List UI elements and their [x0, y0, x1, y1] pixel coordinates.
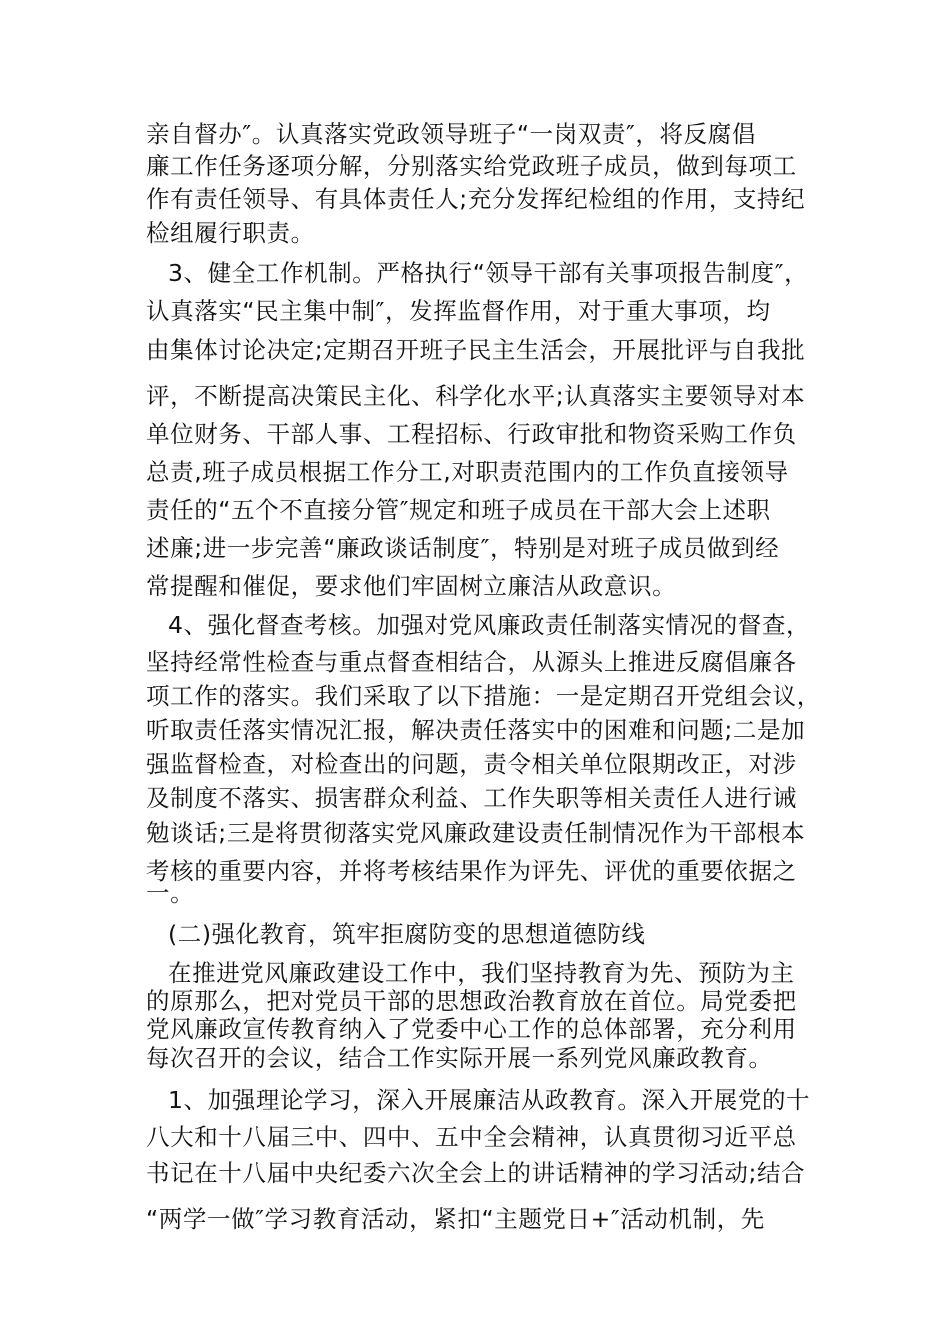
- text-line: 3、健全工作机制。严格执行“领导干部有关事项报告制度″，: [168, 259, 809, 287]
- text-line: 书记在十八届中央纪委六次全会上的讲话精神的学习活动;结合: [146, 1159, 806, 1187]
- text-line: 勉谈话;三是将贯彻落实党风廉政建设责任制情况作为干部根本: [146, 819, 806, 847]
- text-line: 责任的“五个不直接分管″规定和班子成员在干部大会上述职: [146, 496, 771, 524]
- text-line: 项工作的落实。我们采取了以下措施：一是定期召开党组会议，: [146, 682, 821, 710]
- text-line: 评，不断提高决策民主化、科学化水平;认真落实主要领导对本: [146, 382, 806, 410]
- text-line: 八大和十八届三中、四中、五中全会精神，认真贯彻习近平总: [146, 1123, 797, 1151]
- text-line: 检组履行职责。: [146, 219, 315, 247]
- text-line: 作有责任领导、有具体责任人;充分发挥纪检组的作用，支持纪: [146, 185, 806, 213]
- text-line: 在推进党风廉政建设工作中，我们坚持教育为先、预防为主: [168, 959, 795, 987]
- text-line: 4、强化督查考核。加强对党风廉政责任制落实情况的督查，: [168, 611, 811, 639]
- text-line: 认真落实“民主集中制″，发挥监督作用，对于重大事项，均: [146, 297, 771, 325]
- text-line: 常提醒和催促，要求他们牢固树立廉洁从政意识。: [146, 572, 677, 600]
- text-line: 考核的重要内容，并将考核结果作为评先、评优的重要依据之: [146, 857, 797, 885]
- text-line: 党风廉政宣传教育纳入了党委中心工作的总体部署，充分利用: [146, 1015, 797, 1043]
- text-line: 每次召开的会议，结合工作实际开展一系列党风廉政教育。: [146, 1044, 773, 1072]
- text-line: “两学一做″学习教育活动，紧扣“主题党日+″活动机制，先: [146, 1205, 765, 1233]
- text-line: 亲自督办″。认真落实党政领导班子“一岗双责″，将反腐倡: [146, 120, 756, 148]
- text-line: 的原那么，把对党员干部的思想政治教育放在首位。局党委把: [146, 987, 797, 1015]
- text-line: 及制度不落实、损害群众利益、工作失职等相关责任人进行诫: [146, 784, 797, 812]
- text-line: 强监督检查，对检查出的问题，责令相关单位限期改正，对涉: [146, 750, 797, 778]
- text-line: 听取责任落实情况汇报，解决责任落实中的困难和问题;二是加: [146, 716, 806, 744]
- text-line: 述廉;进一步完善“廉政谈话制度″，特别是对班子成员做到经: [146, 534, 780, 562]
- text-line: 1、加强理论学习，深入开展廉洁从政教育。深入开展党的十: [168, 1086, 811, 1114]
- text-line: 总责,班子成员根据工作分工,对职责范围内的工作负直接领导: [146, 458, 789, 486]
- text-line: 单位财务、干部人事、工程招标、行政审批和物资采购工作负: [146, 420, 797, 448]
- section-heading: (二)强化教育，筑牢拒腐防变的思想道德防线: [168, 920, 646, 948]
- text-line: 廉工作任务逐项分解，分别落实给党政班子成员，做到每项工: [146, 152, 797, 180]
- text-line: 一。: [146, 879, 195, 907]
- text-line: 由集体讨论决定;定期召开班子民主生活会，开展批评与自我批: [146, 336, 806, 364]
- text-line: 坚持经常性检查与重点督查相结合，从源头上推进反腐倡廉各: [146, 648, 797, 676]
